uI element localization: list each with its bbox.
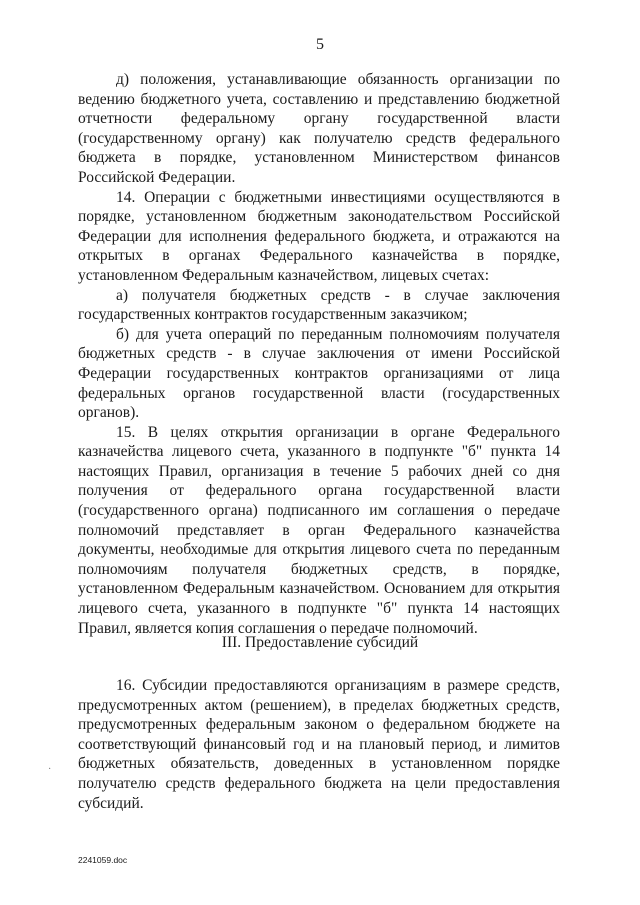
paragraph-14a: а) получателя бюджетных средств - в случае заключения государственных контрактов государственным заказчиком; (78, 286, 560, 324)
body-text-top (78, 70, 560, 638)
margin-mark: · (48, 764, 52, 775)
paragraph-15: 15. В целях открытия организации в органе Федерального казначейства лицевого счета, указанного в подпункте "б" пункта 14 настоящих Правил, организация в течение 5 рабочих дней со дня получения от федерального органа государственной власти (государственного органа) подписанного им соглашения о передаче полномочий представляет в орган Федерального казначейства документы, необходимые для открытия лицевого счета по переданным полномочиям получателя бюджетных средств, в порядке, установленном Федеральным казначейством. Основанием для открытия лицевого счета, указанного в подпункте "б" пункта 14 настоящих Правил, является копия соглашения о передаче полномочий. (78, 423, 560, 637)
body-text-bottom (78, 676, 560, 813)
paragraph-16: 16. Субсидии предоставляются организациям в размере средств, предусмотренных актом (решением), в пределах бюджетных средств, предусмотренных федеральным законом о федеральном бюджете на соответствующий финансовый год и на плановый период, и лимитов бюджетных обязательств, доведенных в установленном порядке получателю средств федерального бюджета на цели предоставления субсидий. (78, 677, 560, 812)
footer-filename: 2241059.doc (78, 855, 128, 865)
paragraph-14b: б) для учета операций по переданным полномочиям получателя бюджетных средств - в случае заключения от имени Российской Федерации государственных контрактов организациями от лица федеральных органов государственной власти (государственных органов). (78, 325, 560, 422)
paragraph-d: д) положения, устанавливающие обязанность организации по ведению бюджетного учета, составлению и представлению бюджетной отчетности федеральному органу государственной власти (государственному органу) как получателю средств федерального бюджета в порядке, установленном Министерством финансов Российской Федерации. (78, 71, 560, 186)
section-heading: III. Предоставление субсидий (221, 634, 419, 651)
paragraph-14: 14. Операции с бюджетными инвестициями осуществляются в порядке, установленном бюджетным законодательством Российской Федерации для исполнения федерального бюджета, и отражаются на открытых в органах Федерального казначейства в порядке, установленном Федеральным казначейством, лицевых счетах: (78, 188, 560, 284)
page-number: 5 (316, 36, 324, 53)
